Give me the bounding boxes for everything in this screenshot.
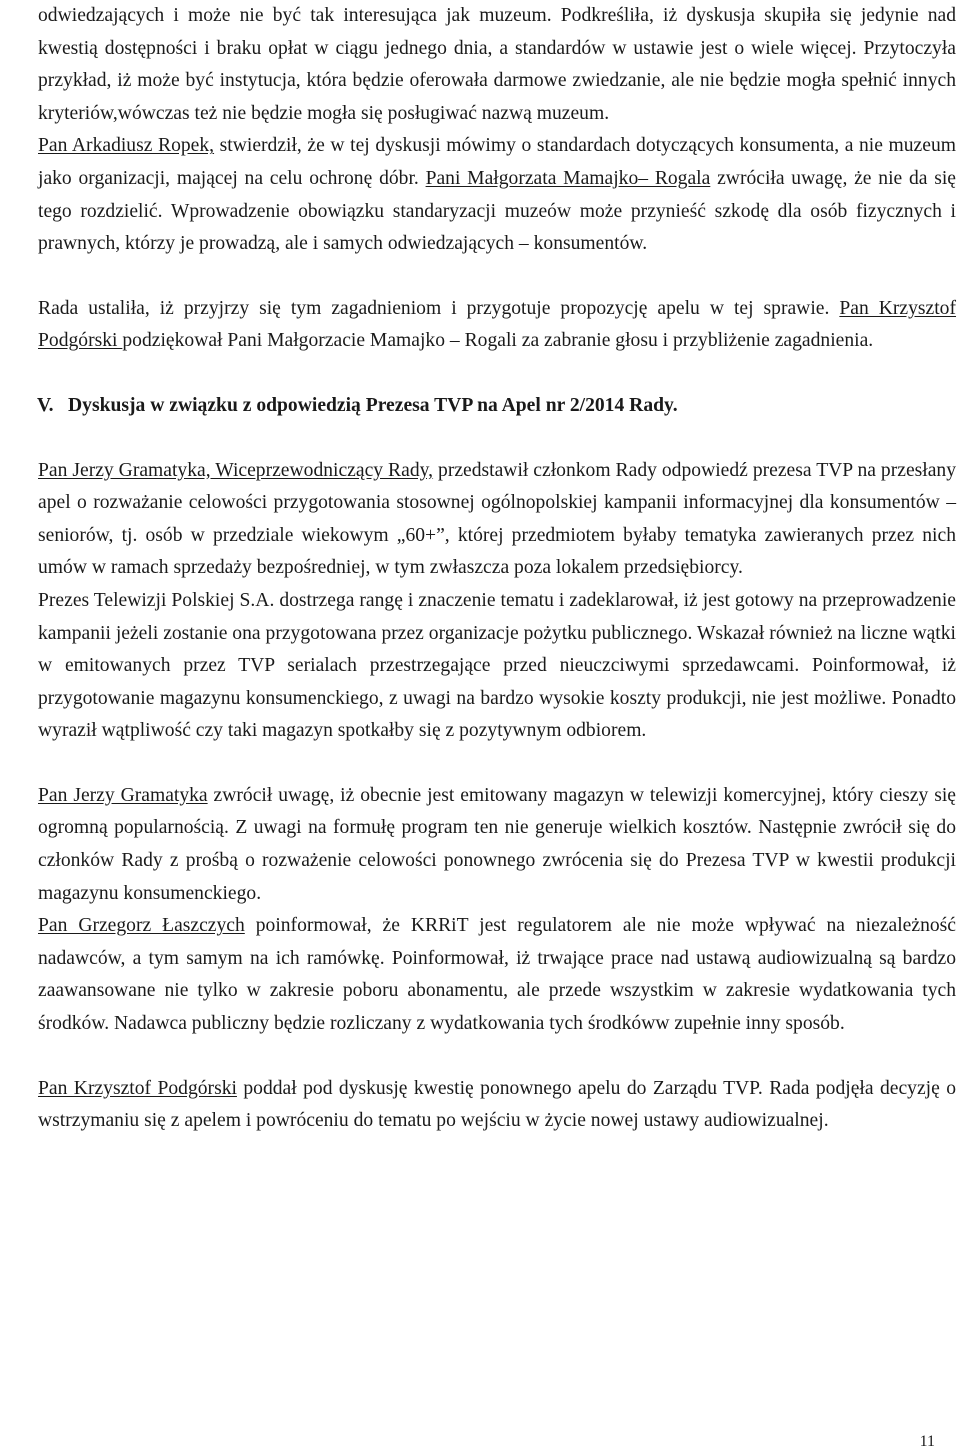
- paragraph: [38, 585, 956, 748]
- paragraph-text: Prezes Telewizji Polskiej S.A. dostrzega rangę i znaczenie tematu i zadeklarował, iż jest gotowy na przeprowadzenie kampanii jeżeli zostanie ona przygotowana przez organizacje pożytku publicznego. Wskazał również na liczne wątki w emitowanych przez TVP serialach przestrzegające przed nieuczciwymi sprzedawcami. Poinformował, iż przygotowanie magazynu konsumenckiego, z uwagi na bardzo wysokie koszty produkcji, nie jest możliwe. Ponadto wyraził wątpliwość czy taki magazyn spotkałby się z pozytywnym odbiorem.: [38, 589, 956, 742]
- paragraph: [38, 130, 956, 260]
- section-number: V.: [37, 394, 54, 416]
- paragraph-text: stwierdził, że w tej dyskusji mówimy o standardach dotyczących konsumenta, a nie muzeum jako organizacji, mającej na celu ochronę dóbr.: [38, 135, 956, 189]
- paragraph-spacer: [38, 748, 956, 780]
- section-heading: [37, 390, 956, 423]
- paragraph-text: zwróciła uwagę, że nie da się tego rozdzielić. Wprowadzenie obowiązku standaryzacji muzeów może przynieść szkodę dla osób fizycznych i prawnych, którzy je prowadzą, ale i samych odwiedzających – konsumentów.: [38, 167, 957, 255]
- speaker-name: Pan Arkadiusz Ropek,: [38, 135, 215, 157]
- paragraph-text: poinformował, że KRRiT jest regulatorem ale nie może wpływać na niezależność nadawców, a tym samym na ich ramówkę. Poinformował, iż trwające prace nad ustawą audiowizualną są bardzo zaawansowane nie tylko w zakresie poboru abonamentu, ale przede wszystkim w zakresie wydatkowania tych środków. Nadawca publiczny będzie rozliczany z wydatkowania tych środkóww zupełnie inny sposób.: [38, 915, 956, 1035]
- paragraph-text: podziękował Pani Małgorzacie Mamajko – Rogali za zabranie głosu i przybliżenie zagadnienia.: [122, 330, 874, 352]
- speaker-name: Pan Krzysztof Podgórski: [38, 297, 957, 352]
- paragraph-spacer: [38, 1041, 956, 1073]
- paragraph: [38, 0, 956, 130]
- page-number: 11: [919, 1433, 935, 1450]
- document-page: [38, 0, 956, 1138]
- paragraph: [38, 910, 956, 1040]
- section-title: Dyskusja w związku z odpowiedzią Prezesa TVP na Apel nr 2/2014 Rady.: [68, 394, 678, 416]
- speaker-name: Pan Jerzy Gramatyka, Wiceprzewodniczący Rady,: [38, 459, 434, 481]
- paragraph-spacer: [38, 423, 956, 455]
- paragraph-text: poddał pod dyskusję kwestię ponownego apelu do Zarządu TVP. Rada podjęła decyzję o wstrzymaniu się z apelem i powróceniu do tematu po wejściu w życie nowej ustawy audiowizualnej.: [38, 1077, 956, 1132]
- paragraph: [38, 780, 956, 910]
- speaker-name: Pan Jerzy Gramatyka: [38, 784, 208, 806]
- paragraph-text: odwiedzających i może nie być tak interesująca jak muzeum. Podkreśliła, iż dyskusja skupiła się jedynie nad kwestią dostępności i braku opłat w ciągu jednego dnia, a standardów w ustawie jest o wiele więcej. Przytoczyła przykład, iż może być instytucja, która będzie oferowała darmowe zwiedzanie, ale nie będzie mogła spełnić innych kryteriów,wówczas też nie będzie mogła się posługiwać nazwą muzeum.: [38, 5, 956, 124]
- paragraph-text: Rada ustaliła, iż przyjrzy się tym zagadnieniom i przygotuje propozycję apelu w tej sprawie.: [38, 297, 840, 319]
- paragraph-text: zwrócił uwagę, iż obecnie jest emitowany magazyn w telewizji komercyjnej, który cieszy się ogromną popularnością. Z uwagi na formułę program ten nie generuje wielkich kosztów. Następnie zwrócił się do członków Rady z prośbą o rozważenie celowości ponownego zwrócenia się do Prezesa TVP w kwestii produkcji magazynu konsumenckiego.: [38, 784, 956, 904]
- paragraph: [38, 293, 956, 358]
- speaker-name: Pani Małgorzata Mamajko– Rogala: [425, 167, 711, 189]
- speaker-name: Pan Grzegorz Łaszczych: [38, 915, 245, 937]
- paragraph-spacer: [38, 261, 956, 293]
- paragraph-text: przedstawił członkom Rady odpowiedź prezesa TVP na przesłany apel o rozważanie celowości przygotowania stosownej ogólnopolskiej kampanii informacyjnej dla konsumentów – seniorów, tj. osób w przedziale wiekowym „60+”, której przedmiotem byłaby tematyka zawieranych przez nich umów w ramach sprzedaży bezpośredniej, w tym zwłaszcza poza lokalem przedsiębiorcy.: [38, 459, 956, 579]
- speaker-name: Pan Krzysztof Podgórski: [38, 1077, 237, 1099]
- paragraph: [38, 455, 956, 585]
- paragraph-spacer: [38, 358, 956, 390]
- paragraph: [38, 1073, 956, 1138]
